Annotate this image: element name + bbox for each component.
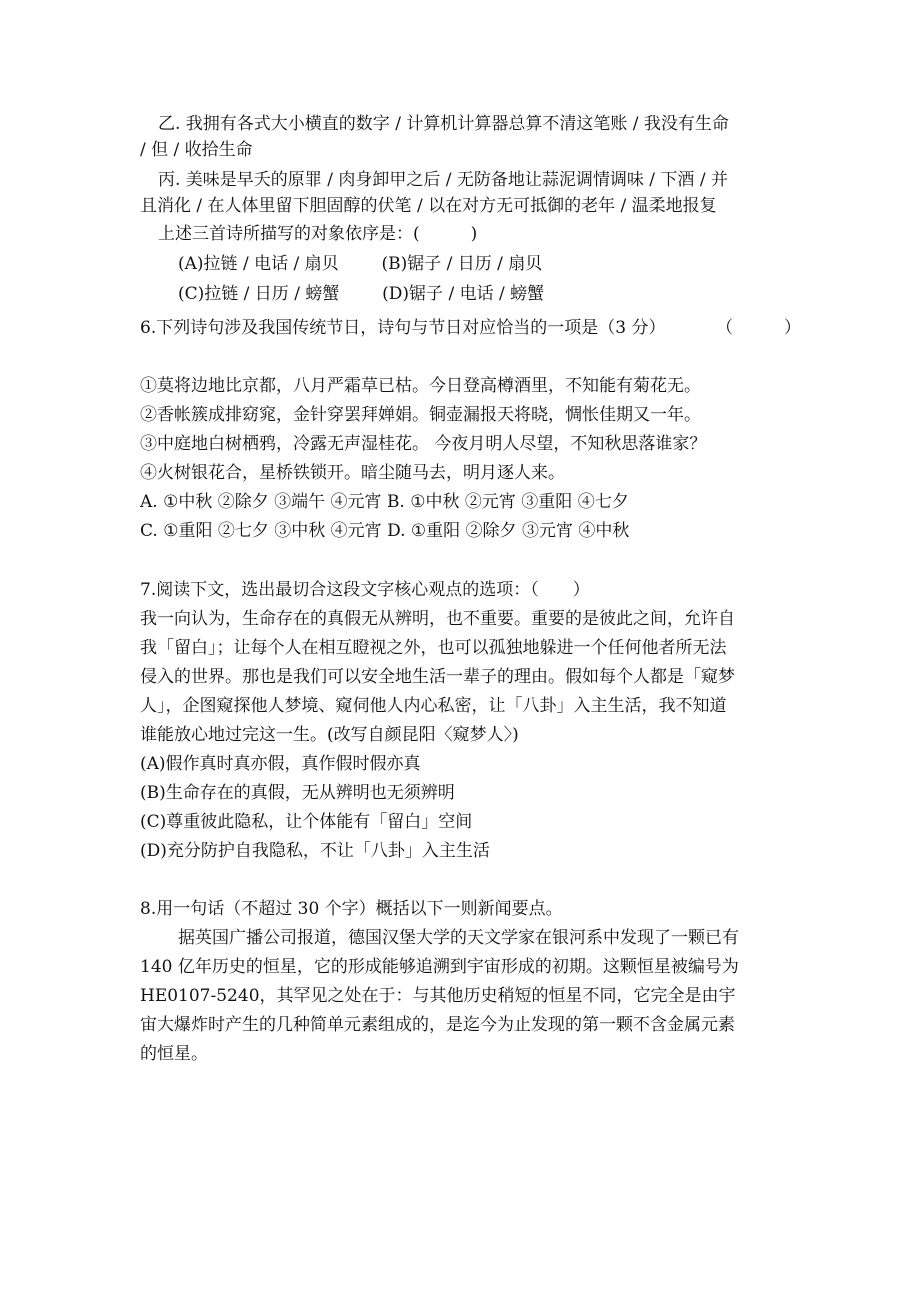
- q5-options-row-2: [178, 282, 828, 306]
- q8-passage-line-5: 的恒星。: [140, 1044, 208, 1064]
- q6-poem-4: ④火树银花合，星桥铁锁开。暗尘随马去，明月逐人来。: [140, 463, 565, 483]
- q6-stem: 6.下列诗句涉及我国传统节日，诗句与节日对应恰当的一项是（3 分）: [140, 318, 666, 338]
- q7-passage-line-4: 人」，企图窥探他人梦境、窥伺他人内心私密，让「八卦」入主生活，我不知道: [140, 696, 727, 716]
- q5-options-row-1: [178, 252, 828, 276]
- q5-option-d: (D)锯子 / 电话 / 螃蟹: [382, 284, 545, 304]
- q7-option-d: (D)充分防护自我隐私，不让「八卦」入主生活: [140, 841, 490, 861]
- q5-poem-yi-cont: / 但 / 收拾生命: [140, 140, 253, 160]
- q8-stem: 8.用一句话（不超过 30 个字）概括以下一则新闻要点。: [140, 899, 563, 919]
- q5-option-c: (C)拉链 / 日历 / 螃蟹: [178, 284, 340, 304]
- q7-passage-line-3: 侵入的世界。那也是我们可以安全地生活一辈子的理由。假如每个人都是「窥梦: [140, 667, 735, 687]
- q7-option-b: (B)生命存在的真假，无从辨明也无须辨明: [140, 783, 455, 803]
- q6-poem-1: ①莫将边地比京都，八月严霜草已枯。今日登高樽酒里，不知能有菊花无。: [140, 376, 701, 396]
- q5-prompt: 上述三首诗所描写的对象依序是：( ): [158, 224, 478, 244]
- q8-passage-line-1: 据英国广播公司报道，德国汉堡大学的天文学家在银河系中发现了一颗已有: [178, 928, 739, 948]
- q7-option-a: (A)假作真时真亦假，真作假时假亦真: [140, 754, 421, 774]
- q5-poem-yi: 乙. 我拥有各式大小横直的数字 / 计算机计算器总算不清这笔账 / 我没有生命: [158, 114, 729, 134]
- q5-poem-bing-cont: 且消化 / 在人体里留下胆固醇的伏笔 / 以在对方无可抵御的老年 / 温柔地报复: [140, 196, 717, 216]
- q8-passage-line-4: 宙大爆炸时产生的几种简单元素组成的，是迄今为止发现的第一颗不含金属元素: [140, 1015, 735, 1035]
- q7-passage-line-2: 我「留白」；让每个人在相互瞪视之外，也可以孤独地躲进一个任何他者所无法: [140, 638, 727, 658]
- q7-option-c: (C)尊重彼此隐私，让个体能有「留白」空间: [140, 812, 473, 832]
- q7-passage-line-5: 谁能放心地过完这一生。(改写自颜昆阳〈窥梦人〉): [140, 725, 519, 745]
- q8-passage-line-2: 140 亿年历史的恒星，它的形成能够追溯到宇宙形成的初期。这颗恒星被编号为: [140, 957, 739, 977]
- q6-poem-2: ②香帐簇成排窈窕，金针穿罢拜婵娟。铜壶漏报天将晓，惆怅佳期又一年。: [140, 405, 701, 425]
- q5-poem-bing: 丙. 美味是早夭的原罪 / 肉身卸甲之后 / 无防备地让蒜泥调情调味 / 下酒 / 并: [158, 170, 728, 190]
- q8-passage-line-3: HE0107-5240，其罕见之处在于：与其他历史稍短的恒星不同，它完全是由宇: [140, 986, 736, 1006]
- q7-stem: 7.阅读下文，选出最切合这段文字核心观点的选项：（ ）: [140, 580, 590, 600]
- q7-passage-line-1: 我一向认为，生命存在的真假无从辨明，也不重要。重要的是彼此之间，允许自: [140, 609, 735, 629]
- q6-answer-paren: （ ）: [716, 318, 801, 338]
- q5-option-a: (A)拉链 / 电话 / 扇贝: [178, 254, 339, 274]
- q6-options-line-1: A. ①中秋 ②除夕 ③端午 ④元宵 B. ①中秋 ②元宵 ③重阳 ④七夕: [140, 492, 629, 512]
- q6-poem-3: ③中庭地白树栖鸦，冷露无声湿桂花。 今夜月明人尽望，不知秋思落谁家？: [140, 434, 707, 454]
- q5-option-b: (B)锯子 / 日历 / 扇贝: [381, 254, 543, 274]
- q6-options-line-2: C. ①重阳 ②七夕 ③中秋 ④元宵 D. ①重阳 ②除夕 ③元宵 ④中秋: [140, 521, 630, 541]
